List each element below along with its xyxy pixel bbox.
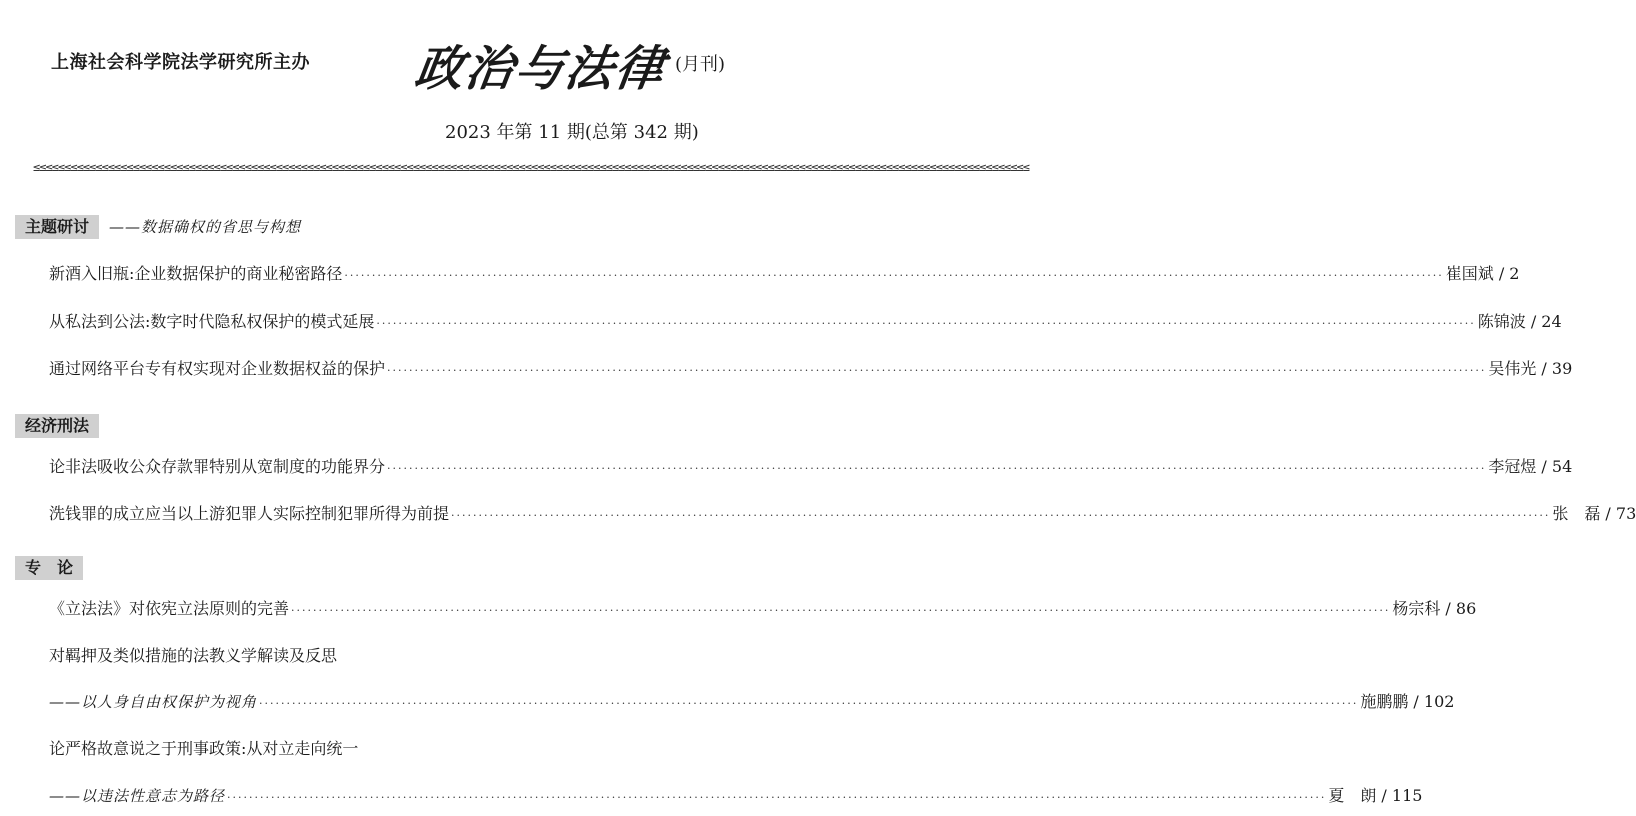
toc-entry[interactable] (49, 262, 1520, 286)
entry-title: 新酒入旧瓶:企业数据保护的商业秘密路径 (49, 264, 343, 283)
publisher-line: 上海社会科学院法学研究所主办 (51, 52, 310, 73)
journal-frequency: (月刊) (675, 54, 726, 75)
toc-entry[interactable] (49, 597, 1477, 621)
leader-dots: ········································································································································································································ (387, 462, 1487, 475)
entry-title: 洗钱罪的成立应当以上游犯罪人实际控制犯罪所得为前提 (49, 504, 450, 523)
leader-dots: ········································································································································································································ (387, 364, 1487, 377)
entry-author-page: 崔国斌 / 2 (1445, 264, 1520, 283)
leader-dots: ········································································································································································································ (376, 317, 1476, 330)
entry-title: 《立法法》对依宪立法原则的完善 (49, 599, 290, 618)
leader-dots: ········································································································································································································ (291, 604, 1391, 617)
toc-entry[interactable] (49, 690, 1455, 714)
entry-author-page: 李冠煜 / 54 (1488, 457, 1573, 476)
section-header-monograph (15, 556, 83, 580)
leader-dots: ········································································································································································································ (344, 269, 1444, 282)
toc-entry[interactable] (49, 502, 1636, 526)
entry-title[interactable]: 对羁押及类似措施的法教义学解读及反思 (49, 646, 338, 665)
toc-entry[interactable] (49, 784, 1423, 808)
entry-title: 论非法吸收公众存款罪特别从宽制度的功能界分 (49, 457, 386, 476)
entry-author-page: 夏 朗 / 115 (1328, 786, 1423, 805)
entry-author-page: 施鹏鹏 / 102 (1360, 692, 1455, 711)
section-header-economic-criminal-law (15, 414, 99, 438)
toc-entry[interactable] (49, 455, 1573, 479)
section-label: 专 论 (15, 556, 83, 580)
journal-title: 政治与法律 (411, 41, 670, 97)
leader-dots: ········································································································································································································ (259, 697, 1359, 710)
entry-author-page: 陈锦波 / 24 (1477, 312, 1562, 331)
entry-subtitle: ——以违法性意志为路径 (49, 787, 226, 805)
section-label: 主题研讨 (15, 215, 99, 239)
toc-entry[interactable] (49, 357, 1573, 381)
section-header-topic (15, 215, 301, 239)
entry-author-page: 杨宗科 / 86 (1392, 599, 1477, 618)
leader-dots: ········································································································································································································ (451, 509, 1551, 522)
entry-title[interactable]: 论严格故意说之于刑事政策:从对立走向统一 (49, 739, 359, 758)
issue-info: 2023 年第 11 期(总第 342 期) (445, 122, 699, 143)
entry-author-page: 张 磊 / 73 (1552, 504, 1636, 523)
entry-title: 从私法到公法:数字时代隐私权保护的模式延展 (49, 312, 375, 331)
section-subtitle: ——数据确权的省思与构想 (109, 218, 302, 236)
leader-dots: ········································································································································································································ (227, 791, 1327, 804)
entry-subtitle: ——以人身自由权保护为视角 (49, 693, 258, 711)
header-divider: ≤≤≤≤≤≤≤≤≤≤≤≤≤≤≤≤≤≤≤≤≤≤≤≤≤≤≤≤≤≤≤≤≤≤≤≤≤≤≤≤≤≤≤≤≤≤≤≤≤≤≤≤≤≤≤≤≤≤≤≤≤≤≤≤≤≤≤≤≤≤≤≤≤≤≤≤≤≤≤≤≤≤≤≤≤≤≤≤≤≤≤≤≤≤≤≤≤≤≤≤≤≤≤≤≤≤≤≤≤≤≤≤≤≤≤≤≤≤≤≤≤≤≤≤≤≤≤≤≤≤≤≤≤≤≤≤≤≤≤≤≤≤≤≤≤≤≤≤≤≤≤≤≤≤≤≤≤≤≤≤ (33, 160, 1029, 174)
entry-author-page: 吴伟光 / 39 (1488, 359, 1573, 378)
toc-entry[interactable] (49, 310, 1562, 334)
section-label: 经济刑法 (15, 414, 99, 438)
entry-title: 通过网络平台专有权实现对企业数据权益的保护 (49, 359, 386, 378)
